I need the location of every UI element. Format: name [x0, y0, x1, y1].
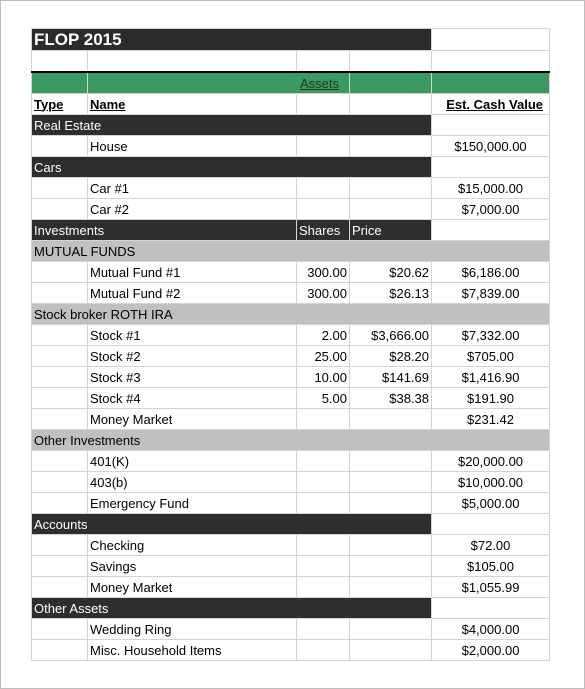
- item-name[interactable]: Checking: [88, 535, 297, 556]
- item-price[interactable]: $38.38: [350, 388, 432, 409]
- column-header-row: [32, 94, 550, 115]
- table-row: [32, 619, 550, 640]
- item-name[interactable]: Stock #4: [88, 388, 297, 409]
- header-price[interactable]: Price: [350, 220, 432, 241]
- item-value[interactable]: $15,000.00: [432, 178, 550, 199]
- table-row: [32, 388, 550, 409]
- item-price[interactable]: $26.13: [350, 283, 432, 304]
- category-row: [32, 514, 550, 535]
- section-header-row: [32, 72, 550, 94]
- item-price[interactable]: $3,666.00: [350, 325, 432, 346]
- subcategory-stock-broker[interactable]: Stock broker ROTH IRA: [32, 304, 550, 325]
- item-name[interactable]: Mutual Fund #2: [88, 283, 297, 304]
- item-name[interactable]: Car #2: [88, 199, 297, 220]
- subcategory-mutual-funds[interactable]: MUTUAL FUNDS: [32, 241, 550, 262]
- item-value[interactable]: $191.90: [432, 388, 550, 409]
- category-investments[interactable]: Investments: [32, 220, 297, 241]
- category-row: [32, 598, 550, 619]
- table-row: [32, 556, 550, 577]
- section-label-cell[interactable]: [88, 72, 350, 94]
- table-row: [32, 409, 550, 430]
- table-row: [32, 577, 550, 598]
- item-value[interactable]: $6,186.00: [432, 262, 550, 283]
- item-shares[interactable]: 10.00: [297, 367, 350, 388]
- cell[interactable]: [432, 29, 550, 51]
- item-value[interactable]: $5,000.00: [432, 493, 550, 514]
- category-cars[interactable]: Cars: [32, 157, 432, 178]
- header-est-cash-value[interactable]: Est. Cash Value: [432, 94, 550, 115]
- subcategory-row: [32, 430, 550, 451]
- item-name[interactable]: Money Market: [88, 577, 297, 598]
- item-value[interactable]: $7,839.00: [432, 283, 550, 304]
- subcategory-row: [32, 304, 550, 325]
- table-row: [32, 325, 550, 346]
- category-row: [32, 220, 550, 241]
- table-row: [32, 346, 550, 367]
- table-row: [32, 367, 550, 388]
- item-value[interactable]: $1,055.99: [432, 577, 550, 598]
- item-value[interactable]: $705.00: [432, 346, 550, 367]
- item-name[interactable]: 401(K): [88, 451, 297, 472]
- blank-row: [32, 51, 550, 73]
- category-row: [32, 157, 550, 178]
- category-accounts[interactable]: Accounts: [32, 514, 432, 535]
- table-row: [32, 640, 550, 661]
- item-shares[interactable]: 300.00: [297, 283, 350, 304]
- subcategory-other-investments[interactable]: Other Investments: [32, 430, 550, 451]
- item-name[interactable]: Car #1: [88, 178, 297, 199]
- item-price[interactable]: $20.62: [350, 262, 432, 283]
- item-value[interactable]: $7,332.00: [432, 325, 550, 346]
- header-type[interactable]: Type: [32, 94, 88, 115]
- item-shares[interactable]: 5.00: [297, 388, 350, 409]
- item-name[interactable]: Misc. Household Items: [88, 640, 297, 661]
- item-shares[interactable]: 300.00: [297, 262, 350, 283]
- item-name[interactable]: Mutual Fund #1: [88, 262, 297, 283]
- item-shares[interactable]: 25.00: [297, 346, 350, 367]
- item-value[interactable]: $20,000.00: [432, 451, 550, 472]
- item-shares[interactable]: 2.00: [297, 325, 350, 346]
- table-row: [32, 472, 550, 493]
- table-row: [32, 451, 550, 472]
- item-price[interactable]: $141.69: [350, 367, 432, 388]
- section-label: Assets: [299, 75, 339, 91]
- header-name[interactable]: Name: [88, 94, 297, 115]
- item-value[interactable]: $150,000.00: [432, 136, 550, 157]
- table-row: [32, 283, 550, 304]
- spreadsheet: [31, 28, 550, 661]
- item-value[interactable]: $105.00: [432, 556, 550, 577]
- item-name[interactable]: House: [88, 136, 297, 157]
- item-value[interactable]: $10,000.00: [432, 472, 550, 493]
- item-name[interactable]: 403(b): [88, 472, 297, 493]
- item-value[interactable]: $72.00: [432, 535, 550, 556]
- table-row: [32, 136, 550, 157]
- table-row: [32, 199, 550, 220]
- item-value[interactable]: $231.42: [432, 409, 550, 430]
- item-name[interactable]: Stock #3: [88, 367, 297, 388]
- table-row: [32, 178, 550, 199]
- item-name[interactable]: Stock #2: [88, 346, 297, 367]
- item-name[interactable]: Money Market: [88, 409, 297, 430]
- item-value[interactable]: $4,000.00: [432, 619, 550, 640]
- table-row: [32, 535, 550, 556]
- category-real-estate[interactable]: Real Estate: [32, 115, 432, 136]
- item-value[interactable]: $2,000.00: [432, 640, 550, 661]
- subcategory-row: [32, 241, 550, 262]
- category-other-assets[interactable]: Other Assets: [32, 598, 432, 619]
- table-row: [32, 493, 550, 514]
- item-value[interactable]: $7,000.00: [432, 199, 550, 220]
- title-row: [32, 29, 550, 51]
- item-name[interactable]: Savings: [88, 556, 297, 577]
- header-shares[interactable]: Shares: [297, 220, 350, 241]
- sheet-title[interactable]: FLOP 2015: [32, 29, 432, 51]
- category-row: [32, 115, 550, 136]
- item-name[interactable]: Wedding Ring: [88, 619, 297, 640]
- item-value[interactable]: $1,416.90: [432, 367, 550, 388]
- item-name[interactable]: Stock #1: [88, 325, 297, 346]
- table-row: [32, 262, 550, 283]
- item-price[interactable]: $28.20: [350, 346, 432, 367]
- item-name[interactable]: Emergency Fund: [88, 493, 297, 514]
